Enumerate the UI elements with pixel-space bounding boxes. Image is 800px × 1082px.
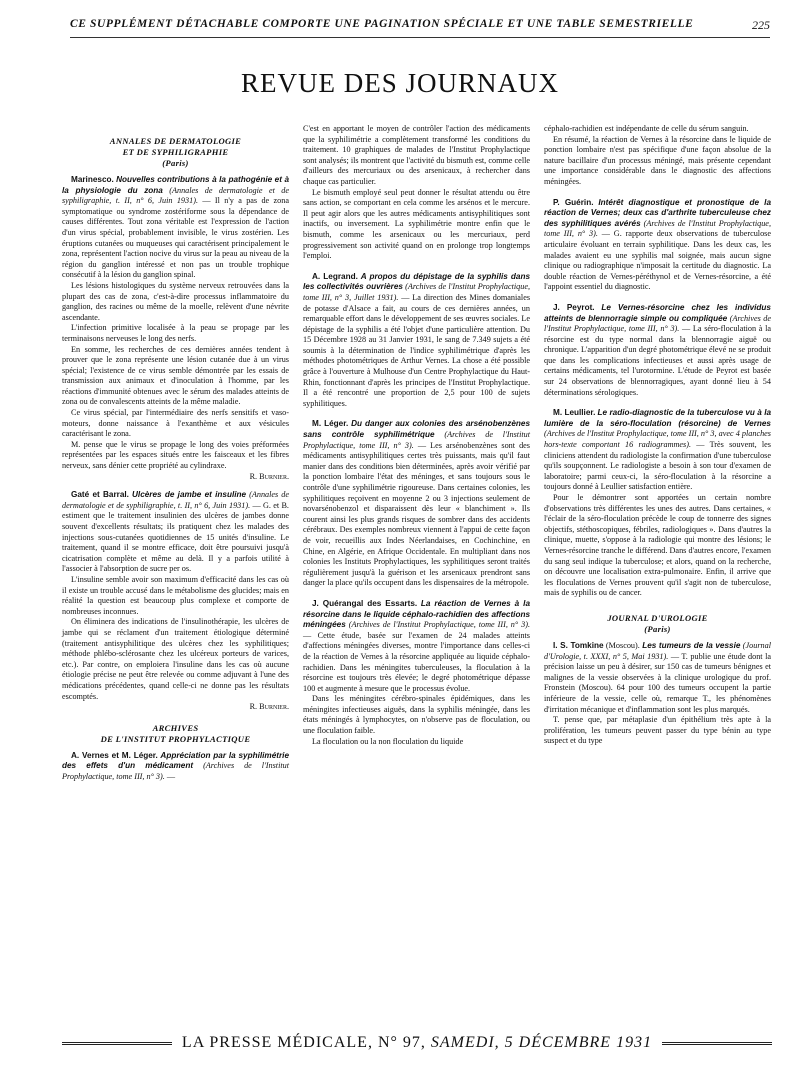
- entry-paragraph: T. pense que, par métaplasie d'un épithélium très apte à la prolifération, les tumeurs peuvent passer du type bénin au type suspect et du type: [544, 715, 771, 746]
- rubric-place: (Paris): [162, 158, 189, 168]
- entry-reference: (Annales de dermatologie et de syphiligraphie, t. II, n° 6, Juin 1931).: [62, 490, 289, 510]
- entry-tomkine: [544, 641, 771, 747]
- entry-paragraph: On éliminera des indications de l'insulinothérapie, les ulcères de jambe qui se réclament d'un traitement étiologique déterminé (traitement antisyphilitique des ulcères chez les syphilitiques; méthode phlébo-sclérosante chez les ulcéreux porteurs de varices, etc.). Par contre, on emploiera l'insuline dans les cas où aucune étiologie précise ne peut être relevée ou comme adjuvant à l'une des médications précédentes, quand celle-ci ne donne pas les résultats escomptés.: [62, 617, 289, 701]
- entry-guerin: [544, 198, 771, 293]
- entry-vernes-leger: [62, 751, 289, 783]
- entry-legrand: [303, 272, 530, 410]
- entry-reference: (Archives de l'Institut Prophylactique, tome III, n° 3).: [544, 218, 771, 239]
- entry-title: Le Vernes-résorcine chez les individus atteints de blennorragie simple ou compliquée: [544, 302, 771, 323]
- entry-title: Les tumeurs de la vessie: [642, 640, 741, 650]
- entry-paragraph: Le bismuth employé seul peut donner le résultat attendu ou être sans action, se comportant en cela comme les arsénos et le mercure. Il peut agir alors que les autres médicaments antisyphilitiques sont inactifs, ou inversement. La syphilimétrie montre enfin que le bismuth, comme les arsenicaux ou les mercuriaux, perd progressivement son activité quand on en prolonge trop longtemps l'emploi.: [303, 187, 530, 261]
- entry-text: — Il n'y a pas de zona symptomatique ou syndrome zostériforme sous la dépendance de causes différentes. Tout zona véritable est l'expression de l'action d'un virus spécial, probablement invisible, le virus zostérien. Les éruptions cutanées ou muqueuses qui caractérisent principalement le zona, représentent l'action nocive du virus sur la peau au niveau de la région du ganglion intéressé et non pas un trouble trophique consécutif à la lésion du ganglion spinal.: [62, 196, 289, 280]
- column-2: [303, 124, 530, 786]
- entry-paragraph: Ce virus spécial, par l'intermédiaire des nerfs sensitifs et vaso-moteurs, donne naissance à l'exanthème et aux vésicules caractérisant le zona.: [62, 408, 289, 439]
- entry-paragraph: céphalo-rachidien est indépendante de celle du sérum sanguin.: [544, 124, 749, 133]
- entry-author: M. Léger.: [312, 419, 349, 429]
- entry-author: A. Legrand.: [312, 271, 358, 281]
- column-3: [544, 124, 771, 786]
- entry-title: Ulcères de jambe et insuline: [132, 490, 247, 500]
- entry-text: — G. et B. estiment que le traitement insulinien des ulcères de jambes donne souvent d'excellents résultats; ils pratiquent chez les malades des injections sous-cutanées quotidiennes de 15 unités d'insuline. Le traitement, quand il se montre efficace, doit être poursuivi jusqu'à cicatrisation complète et même au delà. Il y a parfois utilité à l'associer à l'absorption de sucre per os.: [62, 500, 289, 574]
- running-head: [70, 18, 770, 38]
- rubric-line: ET DE SYPHILIGRAPHIE: [122, 147, 229, 157]
- entry-paragraph: M. pense que le virus se propage le long des voies préformées représentées par les espaces situés entre les faisceaux et les fibres nerveux, sans dénier cette propriété au cylindraxe.: [62, 439, 289, 471]
- entry-text: —: [166, 771, 176, 781]
- entry-reference: (Archives de l'Institut Prophylactique, tome III, n° 3).: [62, 761, 289, 781]
- entry-paragraph: En somme, les recherches de ces dernières années tendent à prouver que le zona représente une lésion cutanée due à un virus spécial; l'existence de ce virus semble démontrée par les essais de transmission aux animaux et d'inoculation à l'homme, par les réactions d'immunité obtenues avec le sérum des malades atteints de zona ou de convalescents atteints de la même maladie.: [62, 344, 289, 407]
- footer-number: N° 97,: [377, 1034, 426, 1051]
- entry-reference: (Annales de dermatologie et de syphiligraphie, t. II, n° 6, Juin 1931).: [62, 185, 289, 206]
- entry-reference: (Archives de l'Institut Prophylactique, tome III, n° 3).: [544, 313, 771, 334]
- entry-paragraph: Pour le démontrer sont apportées un certain nombre d'observations très différentes les unes des autres. Dans certaines, « l'éclair de la séro-floculation précède le coup de tonnerre des signes objectifs, stéthoscopiques, fébriles, radiologiques ». Dans d'autres la clinique, muette, s'oppose à la radiologie qui montre des lésions; le Vernes-résorcine tranche le différend. Dans d'autres encore, l'examen du sang seul indique la tuberculose; et alors, quand on la recherche, on découvre une localisation extra-pulmonaire. Enfin, il arrive que les floculations de Vernes prouvent qu'il s'agit non de tuberculose, mais de syphilis ou de cancer.: [544, 493, 771, 598]
- running-head-text: CE SUPPLÉMENT DÉTACHABLE COMPORTE UNE PAGINATION SPÉCIALE ET UNE TABLE SEMESTRIELLE: [70, 18, 694, 30]
- entry-text: — Cette étude, basée sur l'examen de 24 malades atteints d'affections méningées diverses, montre l'importance dans celles-ci de la réaction de Vernes à la résorcine appliquée au liquide céphalo-rachidien. Dans les méningites tuberculeuses, la floculation à la résorcine est toujours très élevée; le degré photométrique dépasse 100 et augmente à mesure que le processus évolue.: [303, 630, 530, 693]
- entry-reference: (Archives de l'Institut Prophylactique, tome III, n° 3).: [348, 620, 530, 630]
- entry-leullier: [544, 408, 771, 599]
- entry-signature: R. Burnier.: [249, 471, 289, 481]
- entry-gate-barral: [62, 490, 289, 712]
- entry-text: — Très souvent, les cliniciens attendent du radiologiste la confirmation d'une tuberculose qu'ils soupçonnent. Le radiologiste a besoin à son tour d'examen de laboratoire; parmi ceux-ci, la séro-floculation à la résorcine a toujours donné à Leullier satisfaction entière.: [544, 440, 771, 492]
- entry-author: M. Leullier.: [553, 408, 596, 418]
- entry-title: Appréciation par la syphilimétrie des effets d'un médicament: [62, 750, 289, 771]
- rubric-line: JOURNAL D'UROLOGIE: [607, 612, 708, 623]
- entry-paragraph: En résumé, la réaction de Vernes à la résorcine dans le liquide de ponction lombaire n'est pas spécifique d'une façon absolue de la nature bacillaire d'un processus méningé, mais présente cependant une importance considérable dans le diagnostic des affections méningées.: [544, 134, 771, 186]
- page-number: 225: [752, 18, 770, 32]
- entry-paragraph: L'insuline semble avoir son maximum d'efficacité dans les cas où il existe un trouble accusé dans le métabolisme des glucides; mais en réalité la question est beaucoup plus complexe et comporte de nombreuses inconnues.: [62, 574, 289, 616]
- rubric-archives-institut: [62, 723, 289, 745]
- entry-author: J. Quérangal des Essarts.: [312, 598, 418, 608]
- entry-text: — La séro-floculation à la résorcine est du type normal dans la blennorragie aiguë ou chronique. L'apparition d'un degré photométrique élevé ne se produit que dans les complications infectieuses et aussi après usage de certains médicaments, tel l'urotormine. L'étude de Peyrot est basée sur 24 observations de blennorragiques, ayant donné lieu à 54 déterminations sérologiques.: [544, 324, 772, 397]
- entry-paragraph: C'est en apportant le moyen de contrôler l'action des médicaments que la syphilimétrie a complètement transformé les conditions du traitement. 10 graphiques de malades de l'Institut Prophylactique sont analysés; ils montrent que l'activité du bismuth est, comme celle d'ailleurs des mercuriaux ou des arsenicaux, à rechercher dans chaque cas particulier.: [303, 124, 530, 186]
- footer-journal: LA PRESSE MÉDICALE,: [181, 1034, 373, 1051]
- footer-text: [172, 1034, 662, 1052]
- entry-marinesco: [62, 175, 289, 482]
- rubric-journal-urologie: [544, 613, 771, 635]
- entry-reference: (Archives de l'Institut Prophylactique, tome III, n° 3).: [303, 430, 530, 450]
- rubric-line: ANNALES DE DERMATOLOGIE: [109, 136, 242, 146]
- entry-paragraph: La floculation ou la non floculation du liquide: [312, 736, 464, 746]
- entry-reference: (Archives de l'Institut Prophylactique, tome III, n° 3, Juillet 1931).: [303, 282, 530, 302]
- footer-rule-right: [662, 1042, 772, 1045]
- section-title: REVUE DES JOURNAUX: [240, 68, 559, 98]
- entry-author: A. Vernes et M. Léger.: [71, 750, 158, 760]
- entry-author: Marinesco.: [71, 175, 114, 184]
- rubric-line: ARCHIVES: [152, 722, 199, 733]
- entry-location: (Moscou).: [605, 640, 640, 650]
- footer-date: SAMEDI, 5 DÉCEMBRE 1931: [430, 1034, 653, 1051]
- entry-title: Du danger aux colonies des arsénobenzènes sans contrôle syphilimétrique: [303, 419, 530, 440]
- rubric-annales-dermatologie: [62, 136, 289, 169]
- entry-title: Intérêt diagnostique et pronostique de la réaction de Vernes; deux cas d'arthrite tuberculeuse chez des syphilitiques avérés: [544, 197, 771, 228]
- column-1: [62, 124, 289, 786]
- entry-title: A propos du dépistage de la syphilis dans les collectivités ouvrières: [303, 271, 531, 292]
- entry-author: P. Guérin.: [553, 197, 594, 207]
- entry-text: — La direction des Mines domaniales de potasse d'Alsace a fait, au cours de ces dernières années, un remarquable effort dans le développement de ses œuvres sociales. Le dépistage de la syphilis a été l'objet d'une particulière attention. Du 15 Décembre 1928 au 31 Janvier 1931, le sang de 7.349 sujets a été soumis à la détermination de l'indice syphilimétrique d'après les méthodes photométriques de Arthur Vernes. La chose a été possible grâce à l'ouverture à Mulhouse d'un Centre Prophylactique du Haut-Rhin, fonctionnant d'après les principes de l'Institut Prophylactique. Il a été rencontré une proportion de 2,5 pour 100 de sujets syphilitiques.: [303, 292, 531, 408]
- entry-title: Nouvelles contributions à la pathogénie et à la physiologie du zona: [62, 175, 290, 195]
- footer-rule-left: [62, 1042, 172, 1045]
- entry-paragraph: Les lésions histologiques du système nerveux retrouvées dans la plupart des cas de zona, c'est-à-dire processus inflammatoire du ganglion, des racines ou même de la moelle, relèvent d'une névrite ascendante.: [62, 280, 289, 322]
- entry-signature: R. Burnier.: [249, 702, 289, 712]
- entry-author: Gaté et Barral.: [71, 490, 129, 500]
- entry-title: La réaction de Vernes à la résorcine dans le liquide céphalo-rachidien des affections méningées: [303, 598, 530, 630]
- entry-author: J. Peyrot.: [553, 302, 595, 312]
- rubric-line: DE L'INSTITUT PROPHYLACTIQUE: [100, 733, 251, 744]
- entry-text: — G. rapporte deux observations de tuberculose articulaire évoluant en terrain syphilitique. Dans les deux cas, les malades avaient eu une syphilis mal soignée, mais aucun signe clinique ou radiographique n'imposait la certitude du diagnostic. La double réaction de Vernes-péréthynol et de Vernes-résorcine, a été l'appoint essentiel du diagnostic.: [544, 229, 771, 292]
- entry-reference: (Archives de l'Institut Prophylactique, tome III, n° 3, avec 4 planches hors-texte comportant 16 radiogrammes).: [544, 429, 771, 450]
- article-columns: [62, 124, 772, 786]
- entry-peyrot: [544, 303, 771, 398]
- entry-reference: (Journal d'Urologie, t. XXXI, n° 5, Mai 1931).: [544, 640, 771, 661]
- entry-paragraph: L'infection primitive localisée à la peau se propage par les terminaisons nerveuses le long des nerfs.: [62, 323, 289, 343]
- entry-author: I. S. Tomkine: [553, 640, 604, 650]
- entry-leger: [303, 419, 530, 589]
- entry-paragraph: Dans les méningites cérébro-spinales épidémiques, dans les méningites infectieuses aiguës, dans la syphilis méningée, dans les états méningés à lymphocytes, on n'observe pas de floculation, ou une floculation faible.: [303, 694, 530, 736]
- entry-text: — T. publie une étude dont la précision laisse un peu à désirer, sur 150 cas de tumeurs bénignes et malignes de la vessie observées à la clinique urologique du prof. Fronstein (Moscou). 64 pour 100 des tumeurs occupent la partie inférieure de la vessie, celle où, remarque T., les phénomènes d'irritation mécanique et d'inflammation sont les plus marqués.: [544, 651, 771, 714]
- rubric-place: (Paris): [644, 623, 671, 634]
- entry-querangal: [303, 599, 530, 747]
- entry-title: Le radio-diagnostic de la tuberculose vu à la lumière de la séro-floculation (résorcine) de Vernes: [544, 408, 772, 428]
- entry-text: — Les arsénobenzènes sont des médicaments antisyphilitiques certes très puissants, mais qu'il faut manier dans des conditions bien déterminées, après avoir vérifié par la ponction lombaire l'état des méninges, et sans toujours sous le contrôle d'une syphilimétrie rigoureuse. Dans certaines colonies, les syphilitiques reçoivent en moyenne 2 ou 3 injections seulement de novarsénobenzol et disparaissent dès leur « blanchiment ». Ils courent ainsi les plus grands risques de sombrer dans des accidents cérébraux. Des exemples nombreux viennent à l'appui de cette façon de voir, recueillis aux Indes Néerlandaises, en Cochinchine, en Chine, en Algérie, en Afrique Occidentale. En multipliant dans nos colonies les Instituts Prophylactiques, les syphilitiques seront traités régulièrement jusqu'à la guérison et les arsenicaux prendront sans danger la place qu'ils occupent dans les dispensaires de la métropole.: [303, 440, 530, 588]
- footer: [62, 1034, 772, 1052]
